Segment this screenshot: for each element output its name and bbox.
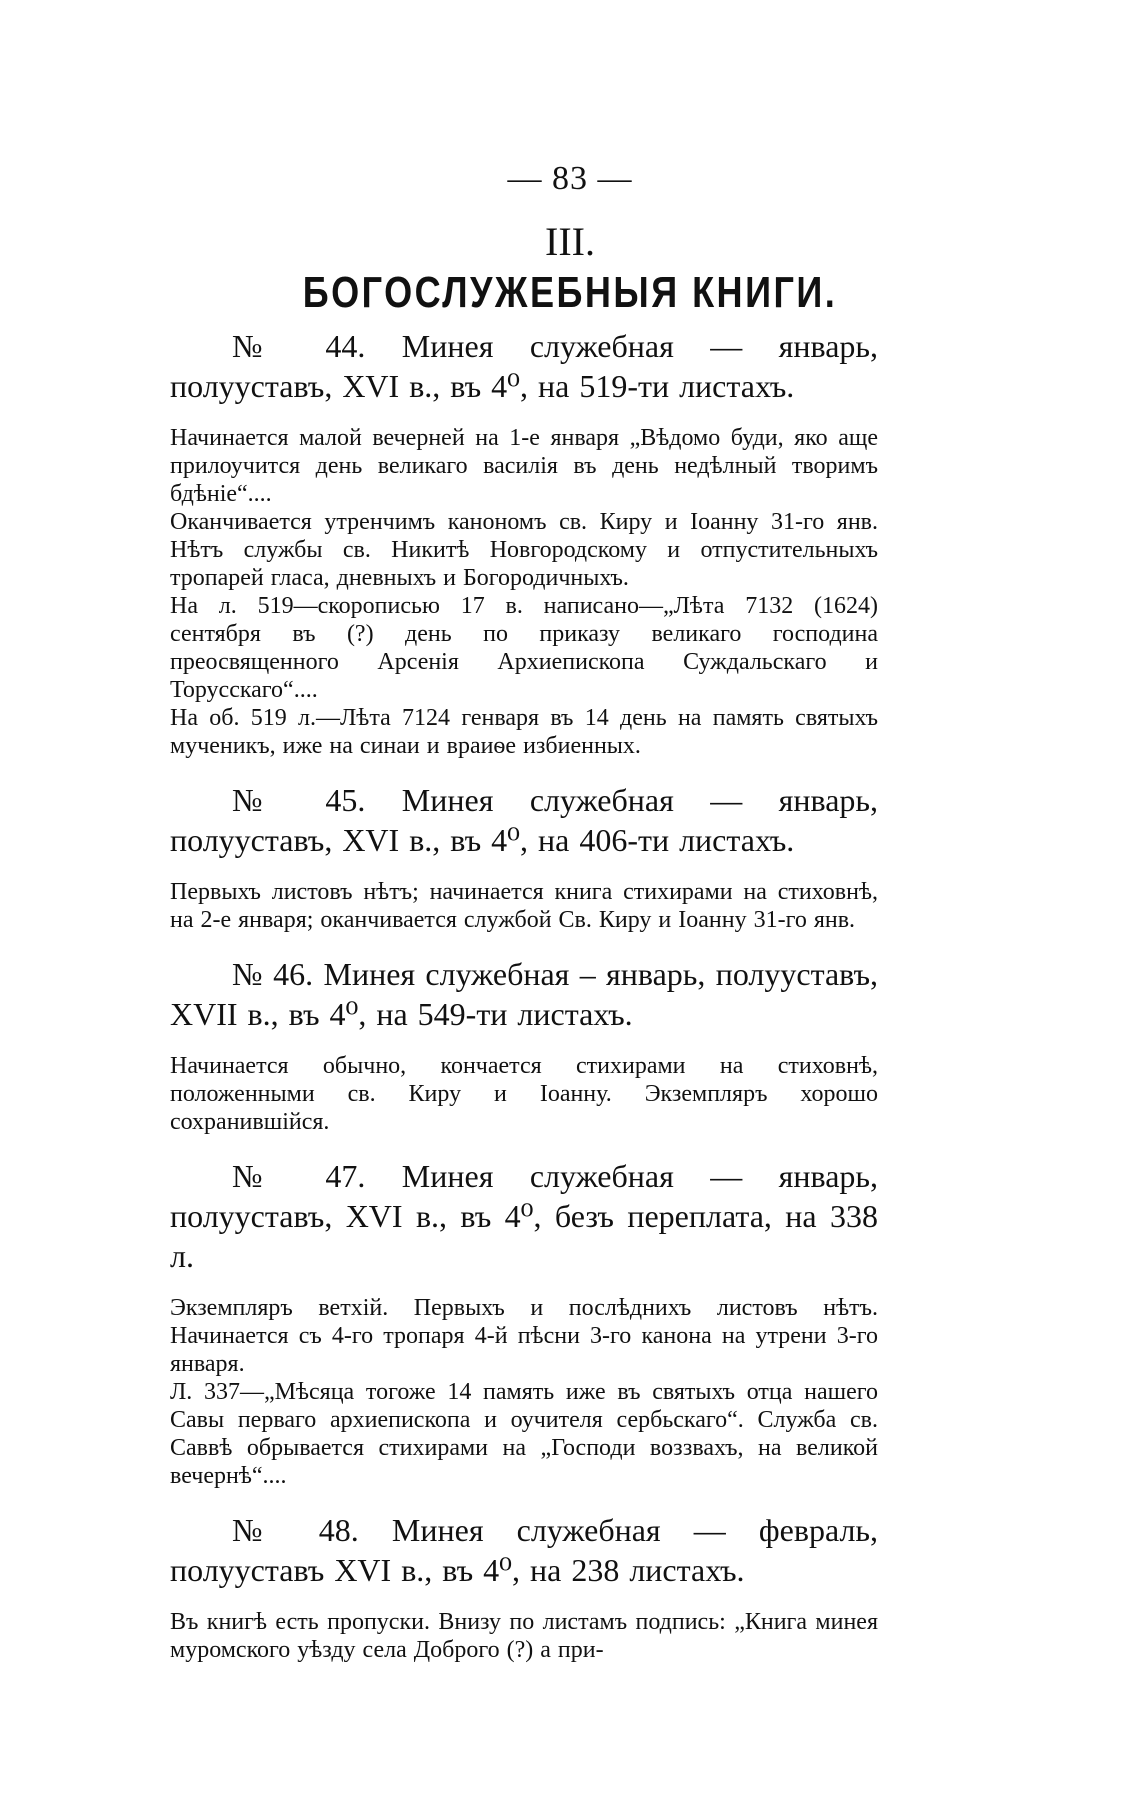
entry-paragraph: Л. 337—„Мѣсяца тогоже 14 память иже въ святыхъ отца нашего Савы перваго архиепископа и оучителя сербьскаго“. Служба св. Саввѣ обрывается стихирами на „Господи воззвахъ, на великой вечернѣ“.... <box>170 1379 878 1489</box>
entry-paragraph: Начинается малой вечерней на 1-е января „Вѣдомо буди, яко аще прилоучится день великаго василія въ день недѣлный творимъ бдѣніе“.... <box>170 425 878 507</box>
entry-heading: № 45. Минея служебная — январь, полууставъ, XVI в., въ 4⁰, на 406-ти листахъ. <box>170 782 878 858</box>
entry-heading: № 47. Минея служебная — январь, полууставъ, XVI в., въ 4⁰, безъ переплата, на 338 л. <box>170 1158 878 1274</box>
entry-heading: № 46. Минея служебная – январь, полууставъ, XVII в., въ 4⁰, на 549-ти листахъ. <box>170 956 878 1032</box>
catalog-content <box>170 326 878 1664</box>
catalog-entry <box>170 954 878 1136</box>
page-number: — 83 — <box>507 160 633 197</box>
section-title: БОГОСЛУЖЕБНЫЯ КНИГИ. <box>302 268 838 317</box>
catalog-entry <box>170 1510 878 1664</box>
entry-paragraph: Въ книгѣ есть пропуски. Внизу по листамъ подпись: „Книга минея муромского уѣзду села Доброго (?) а при- <box>170 1609 878 1663</box>
catalog-entry <box>170 780 878 934</box>
catalog-entry <box>170 1156 878 1490</box>
entry-heading: № 48. Минея служебная — февраль, полууставъ XVI в., въ 4⁰, на 238 листахъ. <box>170 1512 878 1588</box>
entry-paragraph: Первыхъ листовъ нѣтъ; начинается книга стихирами на стиховнѣ, на 2-е января; оканчивается службой Св. Киру и Іоанну 31-го янв. <box>170 879 878 933</box>
entry-paragraph: Экземпляръ ветхій. Первыхъ и послѣднихъ листовъ нѣтъ. Начинается съ 4-го тропаря 4-й пѣсни 3-го канона на утрени 3-го января. <box>170 1295 878 1377</box>
catalog-entry <box>170 326 878 760</box>
entry-paragraph: На об. 519 л.—Лѣта 7124 генваря въ 14 день на память святыхъ мученикъ, иже на синаи и враиѳе избиенных. <box>170 705 878 759</box>
section-numeral: III. <box>545 219 595 264</box>
entry-paragraph: Начинается обычно, кончается стихирами на стиховнѣ, положенными св. Киру и Іоанну. Экземпляръ хорошо сохранившійся. <box>170 1053 878 1135</box>
entry-heading: № 44. Минея служебная — январь, полууставъ, XVI в., въ 4⁰, на 519-ти листахъ. <box>170 328 878 404</box>
entry-paragraph: На л. 519—скорописью 17 в. написано—„Лѣта 7132 (1624) сентября въ (?) день по приказу великаго господина преосвященного Арсенія Архиепископа Суждальскаго и Торусскаго“.... <box>170 593 878 703</box>
entry-paragraph: Оканчивается утренчимъ канономъ св. Киру и Іоанну 31-го янв. Нѣтъ службы св. Никитѣ Новгородскому и отпустительныхъ тропарей гласа, дневныхъ и Богородичныхъ. <box>170 509 878 591</box>
